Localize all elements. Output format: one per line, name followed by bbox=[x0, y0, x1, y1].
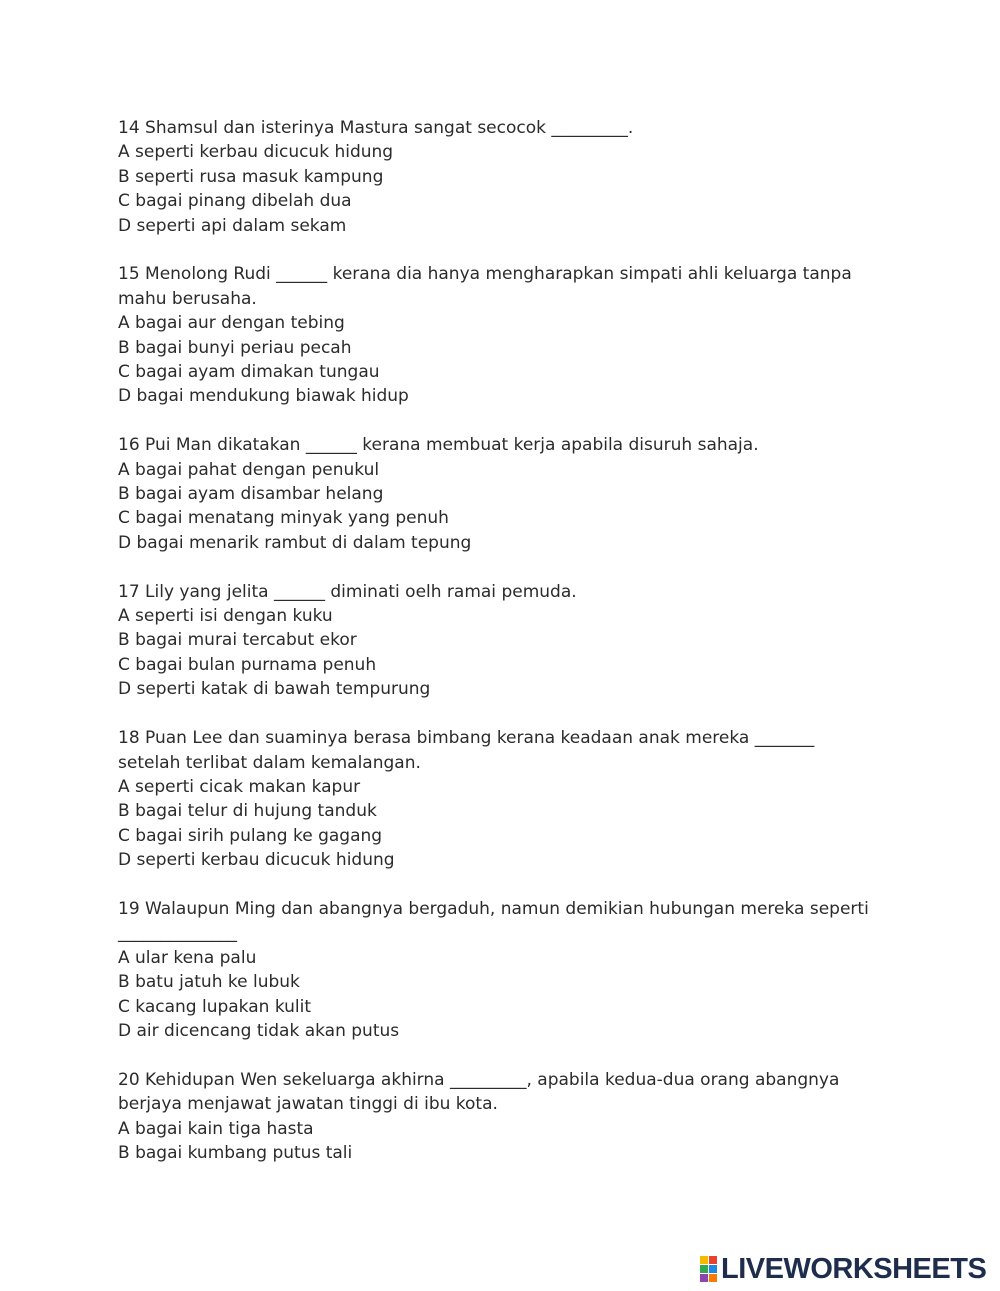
question-text: ______________ bbox=[118, 923, 237, 944]
logo-square bbox=[709, 1265, 717, 1273]
question-block bbox=[118, 116, 938, 238]
answer-option[interactable]: C bagai bulan purnama penuh bbox=[118, 654, 377, 675]
question-block bbox=[118, 1068, 938, 1166]
question-text: 17 Lily yang jelita ______ diminati oelh ramai pemuda. bbox=[118, 581, 577, 602]
answer-option[interactable]: A bagai kain tiga hasta bbox=[118, 1118, 314, 1139]
question-block bbox=[118, 897, 938, 1043]
question-block bbox=[118, 262, 938, 408]
logo-square bbox=[700, 1265, 708, 1273]
answer-option[interactable]: C bagai menatang minyak yang penuh bbox=[118, 508, 449, 529]
logo-square bbox=[709, 1256, 717, 1264]
logo-square bbox=[709, 1274, 717, 1282]
answer-option[interactable]: D air dicencang tidak akan putus bbox=[118, 1020, 400, 1041]
question-text: 16 Pui Man dikatakan ______ kerana membuat kerja apabila disuruh sahaja. bbox=[118, 435, 759, 456]
answer-option[interactable]: B bagai telur di hujung tanduk bbox=[118, 801, 377, 822]
logo-text: LIVEWORKSHEETS bbox=[721, 1252, 987, 1285]
answer-option[interactable]: B batu jatuh ke lubuk bbox=[118, 972, 300, 993]
answer-option[interactable]: B bagai kumbang putus tali bbox=[118, 1142, 353, 1163]
answer-option[interactable]: B bagai murai tercabut ekor bbox=[118, 630, 357, 651]
question-text: mahu berusaha. bbox=[118, 288, 257, 309]
answer-option[interactable]: B seperti rusa masuk kampung bbox=[118, 166, 384, 187]
logo-mark-icon bbox=[700, 1256, 717, 1282]
answer-option[interactable]: D seperti kerbau dicucuk hidung bbox=[118, 850, 395, 871]
answer-option[interactable]: D bagai menarik rambut di dalam tepung bbox=[118, 532, 472, 553]
worksheet-page bbox=[118, 116, 938, 1190]
answer-option[interactable]: A ular kena palu bbox=[118, 947, 257, 968]
answer-option[interactable]: D seperti api dalam sekam bbox=[118, 215, 347, 236]
answer-option[interactable]: C bagai sirih pulang ke gagang bbox=[118, 825, 383, 846]
question-text: 18 Puan Lee dan suaminya berasa bimbang kerana keadaan anak mereka _______ bbox=[118, 728, 815, 749]
answer-option[interactable]: A seperti cicak makan kapur bbox=[118, 776, 361, 797]
answer-option[interactable]: C bagai pinang dibelah dua bbox=[118, 191, 352, 212]
answer-option[interactable]: C bagai ayam dimakan tungau bbox=[118, 362, 380, 383]
question-text: 19 Walaupun Ming dan abangnya bergaduh, namun demikian hubungan mereka seperti bbox=[118, 898, 869, 919]
answer-option[interactable]: D seperti katak di bawah tempurung bbox=[118, 679, 431, 700]
logo-square bbox=[700, 1274, 708, 1282]
answer-option[interactable]: A bagai aur dengan tebing bbox=[118, 313, 345, 334]
answer-option[interactable]: A seperti isi dengan kuku bbox=[118, 606, 333, 627]
question-block bbox=[118, 580, 938, 702]
answer-option[interactable]: A bagai pahat dengan penukul bbox=[118, 459, 380, 480]
question-block bbox=[118, 726, 938, 872]
liveworksheets-logo bbox=[700, 1252, 986, 1286]
question-text: berjaya menjawat jawatan tinggi di ibu kota. bbox=[118, 1094, 498, 1115]
answer-option[interactable]: B bagai bunyi periau pecah bbox=[118, 337, 352, 358]
question-text: 14 Shamsul dan isterinya Mastura sangat secocok _________. bbox=[118, 118, 634, 138]
answer-option[interactable]: B bagai ayam disambar helang bbox=[118, 484, 384, 505]
answer-option[interactable]: C kacang lupakan kulit bbox=[118, 996, 312, 1017]
answer-option[interactable]: D bagai mendukung biawak hidup bbox=[118, 386, 409, 407]
question-text: 15 Menolong Rudi ______ kerana dia hanya mengharapkan simpati ahli keluarga tanpa bbox=[118, 264, 852, 285]
question-text: 20 Kehidupan Wen sekeluarga akhirna _________, apabila kedua-dua orang abangnya bbox=[118, 1069, 840, 1090]
answer-option[interactable]: A seperti kerbau dicucuk hidung bbox=[118, 142, 394, 163]
question-text: setelah terlibat dalam kemalangan. bbox=[118, 752, 421, 773]
logo-square bbox=[700, 1256, 708, 1264]
question-block bbox=[118, 433, 938, 555]
